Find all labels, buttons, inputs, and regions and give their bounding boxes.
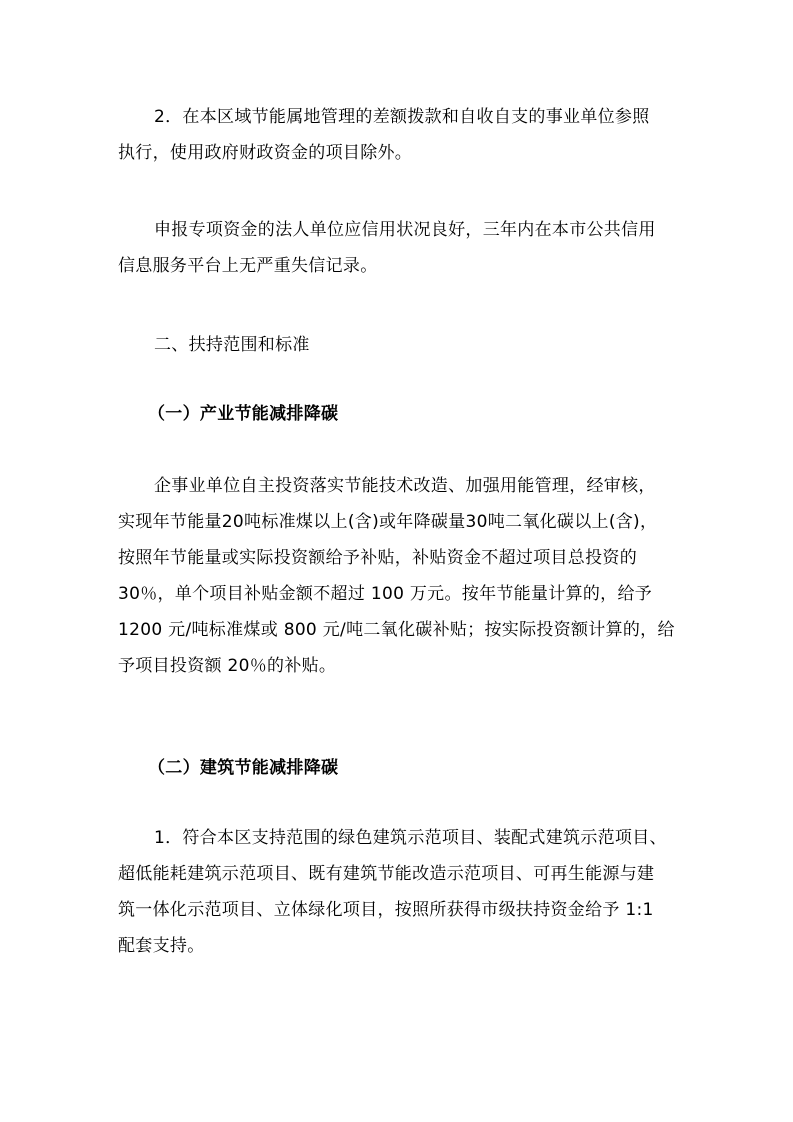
- paragraph-building-support: [118, 820, 698, 964]
- paragraph-credit-requirement: [118, 212, 698, 284]
- paragraph-industry-subsidy: [118, 468, 698, 684]
- paragraph-line: 申报专项资金的法人单位应信用状况良好，三年内在本市公共信用: [154, 220, 656, 240]
- paragraph-line: 配套支持。: [118, 936, 205, 956]
- paragraph-line: 予项目投资额 20％的补贴。: [118, 656, 337, 676]
- subsection-title-building: （二）建筑节能减排降碳: [148, 758, 339, 778]
- paragraph-line: 执行，使用政府财政资金的项目除外。: [118, 143, 413, 163]
- paragraph-line: 1．符合本区支持范围的绿色建筑示范项目、装配式建筑示范项目、: [154, 828, 667, 848]
- paragraph-line: 按照年节能量或实际投资额给予补贴，补贴资金不超过项目总投资的: [118, 548, 637, 568]
- paragraph-line: 1200 元/吨标准煤或 800 元/吨二氧化碳补贴；按实际投资额计算的，给: [118, 620, 675, 640]
- paragraph-line: 超低能耗建筑示范项目、既有建筑节能改造示范项目、可再生能源与建: [118, 864, 655, 884]
- subsection-title-industry: （一）产业节能减排降碳: [148, 404, 339, 424]
- section-title: 二、扶持范围和标准: [154, 335, 310, 355]
- paragraph-line: 信息服务平台上无严重失信记录。: [118, 256, 378, 276]
- paragraph-line: 2．在本区域节能属地管理的差额拨款和自收自支的事业单位参照: [154, 107, 650, 127]
- paragraph-line: 实现年节能量20吨标准煤以上(含)或年降碳量30吨二氧化碳以上(含)，: [118, 512, 658, 532]
- paragraph-line: 企事业单位自主投资落实节能技术改造、加强用能管理，经审核，: [154, 476, 656, 496]
- paragraph-line: 筑一体化示范项目、立体绿化项目，按照所获得市级扶持资金给予 1:1: [118, 900, 654, 920]
- paragraph-public-institutions: [118, 99, 698, 171]
- paragraph-line: 30％，单个项目补贴金额不超过 100 万元。按年节能量计算的，给予: [118, 584, 653, 604]
